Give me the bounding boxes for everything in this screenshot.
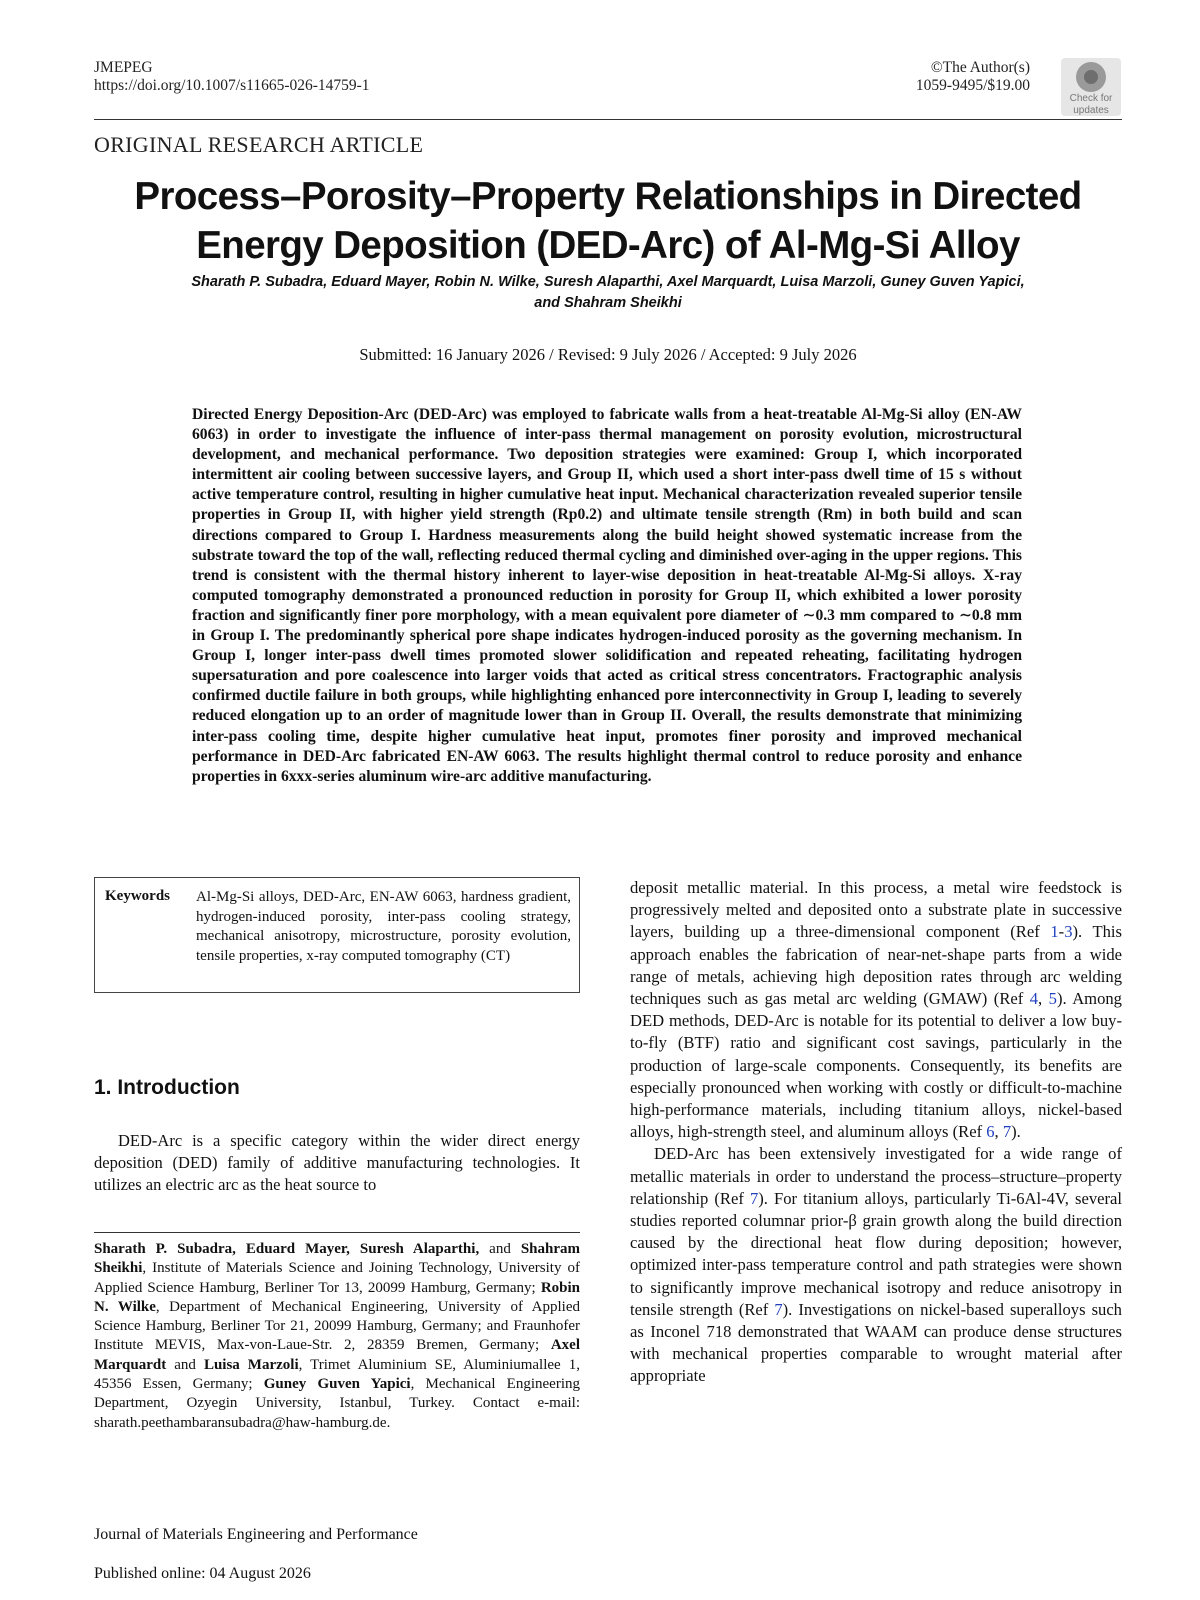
- affil-names-3: Robin N. Wilke: [94, 1279, 580, 1315]
- badge-label-2: updates: [1073, 105, 1109, 116]
- affil-inst-1: , Institute of Materials Science and Joining Technology, University of Applied Science Hamburg, Berliner Tor 13, 20099 Hamburg, Germany;: [94, 1260, 580, 1296]
- header-right: [916, 59, 1030, 95]
- header-divider: [94, 119, 1122, 120]
- affil-names-1: Sharath P. Subadra, Eduard Mayer, Suresh Alaparthi,: [94, 1241, 480, 1257]
- affil-inst-3: , Trimet Aluminium SE, Aluminiumallee 1, 45356 Essen, Germany;: [94, 1356, 580, 1393]
- text-run: ).: [1011, 1122, 1021, 1142]
- affil-names-4: Axel Marquardt: [94, 1337, 580, 1373]
- keywords-text: Al-Mg-Si alloys, DED-Arc, EN-AW 6063, hardness gradient, hydrogen-induced porosity, inter-pass cooling strategy, mechanical anisotropy, microstructure, porosity evolution, tensile properties, x-ray computed tomography (CT): [196, 889, 571, 964]
- affil-names-5: Luisa Marzoli: [203, 1356, 299, 1373]
- authors-line-2: and Shahram Sheikhi: [534, 295, 682, 311]
- article-title: [94, 172, 1122, 270]
- affil-names-6: Guney Guven Yapici: [263, 1376, 411, 1393]
- article-type: ORIGINAL RESEARCH ARTICLE: [94, 132, 424, 157]
- text-run: ,: [1038, 989, 1049, 1009]
- title-line-2: Energy Deposition (DED-Arc) of Al-Mg-Si Alloy: [196, 224, 1020, 267]
- citation-link[interactable]: 1: [1050, 922, 1059, 942]
- text-run: ). This approach enables the fabrication of near-net-shape parts from a wide range of metals, achieving high deposition rates through arc welding techniques such as gas metal arc welding (GMAW) (Ref: [630, 922, 1122, 1009]
- affil-names-2: Shahram Sheikhi: [94, 1241, 580, 1277]
- copyright-text: ©The Author(s): [930, 59, 1030, 76]
- authors-line-1: Sharath P. Subadra, Eduard Mayer, Robin N. Wilke, Suresh Alaparthi, Axel Marquardt, Luisa Marzoli, Guney Guven Yapici,: [191, 274, 1025, 290]
- citation-link[interactable]: 4: [1029, 989, 1039, 1009]
- author-list: [130, 272, 1086, 314]
- citation-link[interactable]: 7: [774, 1299, 783, 1319]
- published-date: Published online: 04 August 2026: [94, 1565, 311, 1582]
- submission-dates: Submitted: 16 January 2026 / Revised: 9 July 2026 / Accepted: 9 July 2026: [359, 345, 857, 364]
- text-run: DED-Arc has been extensively investigated for a wide range of metallic materials in order to understand the process–structure–property relationship (Ref: [630, 1144, 1122, 1208]
- check-for-updates-icon: [1076, 62, 1106, 92]
- text-run: -: [1058, 922, 1065, 942]
- affil-and-1: and: [479, 1241, 521, 1257]
- text-run: ). For titanium alloys, particularly Ti-6Al-4V, several studies reported columnar prior-β grain growth along the build direction caused by the directional heat flow during deposition; however, optimized inter-pass temperature control and path strategies were shown to significantly improve mechanical isotropy and reduce anisotropy in tensile strength (Ref: [630, 1188, 1122, 1319]
- journal-code: JMEPEG: [94, 59, 153, 76]
- citation-link[interactable]: 5: [1048, 989, 1057, 1009]
- text-run: ,: [994, 1122, 1003, 1142]
- check-for-updates-badge[interactable]: [1061, 58, 1121, 116]
- text-run: deposit metallic material. In this process, a metal wire feedstock is progressively melted and deposited onto a substrate plate in successive layers, building up a three-dimensional component (Ref: [630, 878, 1122, 942]
- title-line-1: Process–Porosity–Property Relationships in Directed: [134, 175, 1082, 218]
- intro-paragraph-continued: [630, 877, 1122, 1143]
- text-run: ). Among DED methods, DED-Arc is notable for its potential to deliver a low buy-to-fly (BTF) ratio and significant cost savings, particularly in the production of large-scale components. Consequently, its benefits are especially pronounced when working with costly or difficult-to-machine high-performance materials, including titanium alloys, nickel-based alloys, high-strength steel, and aluminum alloys (Ref: [630, 989, 1122, 1142]
- affiliation-divider: [94, 1232, 580, 1233]
- section-heading-introduction: 1. Introduction: [94, 1076, 240, 1099]
- citation-link[interactable]: 6: [986, 1122, 995, 1142]
- intro-paragraph-2: [630, 1143, 1122, 1387]
- introduction-paragraph: DED-Arc is a specific category within the wider direct energy deposition (DED) family of additive manufacturing technologies. It utilizes an electric arc as the heat source to: [94, 1131, 580, 1194]
- right-column-text: [630, 877, 1122, 1388]
- affil-and-2: and: [166, 1356, 204, 1373]
- abstract: Directed Energy Deposition-Arc (DED-Arc) was employed to fabricate walls from a heat-treatable Al-Mg-Si alloy (EN-AW 6063) in order to investigate the influence of inter-pass thermal management on porosity evolution, microstructural development, and mechanical performance. Two deposition strategies were examined: Group I, which incorporated intermittent air cooling between successive layers, and Group II, which used a short inter-pass dwell time of 15 s without active temperature control, resulting in higher cumulative heat input. Mechanical characterization revealed superior tensile properties in Group II, with higher yield strength (Rp0.2) and ultimate tensile strength (Rm) in both build and scan directions compared to Group I. Hardness measurements along the build height showed systematic increase from the substrate toward the top of the wall, reflecting reduced thermal cycling and diminished over-aging in the upper regions. This trend is consistent with the thermal history inherent to layer-wise deposition in heat-treatable Al-Mg-Si alloys. X-ray computed tomography demonstrated a pronounced reduction in porosity for Group II, which exhibited a lower porosity fraction and significantly finer pore morphology, with a mean equivalent pore diameter of ∼0.3 mm compared to ∼0.8 mm in Group I. The predominantly spherical pore shape indicates hydrogen-induced porosity as the governing mechanism. In Group I, longer inter-pass dwell times promoted slower solidification and repeated reheating, facilitating hydrogen supersaturation and pore coalescence into larger voids that acted as critical stress concentrators. Fractographic analysis confirmed ductile failure in both groups, while highlighting enhanced pore interconnectivity in Group I, leading to severely reduced elongation up to an order of magnitude lower than in Group II. Overall, the results demonstrate that minimizing inter-pass cooling time, despite higher cumulative heat input, promotes finer porosity and improved mechanical performance in DED-Arc fabricated EN-AW 6063. The results highlight thermal control to reduce porosity and enhance properties in 6xxx-series aluminum wire-arc additive manufacturing.: [192, 406, 1022, 785]
- doi-link[interactable]: https://doi.org/10.1007/s11665-026-14759-1: [94, 77, 370, 94]
- author-affiliations: [94, 1240, 580, 1433]
- journal-name-footer: Journal of Materials Engineering and Performance: [94, 1526, 418, 1543]
- price-text: 1059-9495/$19.00: [915, 77, 1030, 94]
- citation-link[interactable]: 3: [1064, 922, 1073, 942]
- header-left: [94, 59, 370, 95]
- citation-link[interactable]: 7: [749, 1188, 759, 1208]
- citation-link[interactable]: 7: [1002, 1122, 1012, 1142]
- affil-inst-2: , Department of Mechanical Engineering, University of Applied Science Hamburg, Berliner Tor 21, 20099 Hamburg, Germany; and Fraunhofer Institute MEVIS, Max-von-Laue-Str. 2, 28359 Bremen, Germany;: [94, 1298, 580, 1354]
- keywords-box: [94, 877, 580, 993]
- affil-inst-4: , Mechanical Engineering Department, Ozyegin University, Istanbul, Turkey. Contact e-mail: sharath.peethambaransubadra@haw-hamburg.de.: [94, 1376, 580, 1431]
- text-run: ). Investigations on nickel-based superalloys such as Inconel 718 demonstrated that WAAM can produce dense structures with mechanical properties comparable to wrought material after appropriate: [630, 1299, 1122, 1386]
- keywords-label: Keywords: [105, 888, 170, 904]
- badge-label-1: Check for: [1069, 93, 1113, 104]
